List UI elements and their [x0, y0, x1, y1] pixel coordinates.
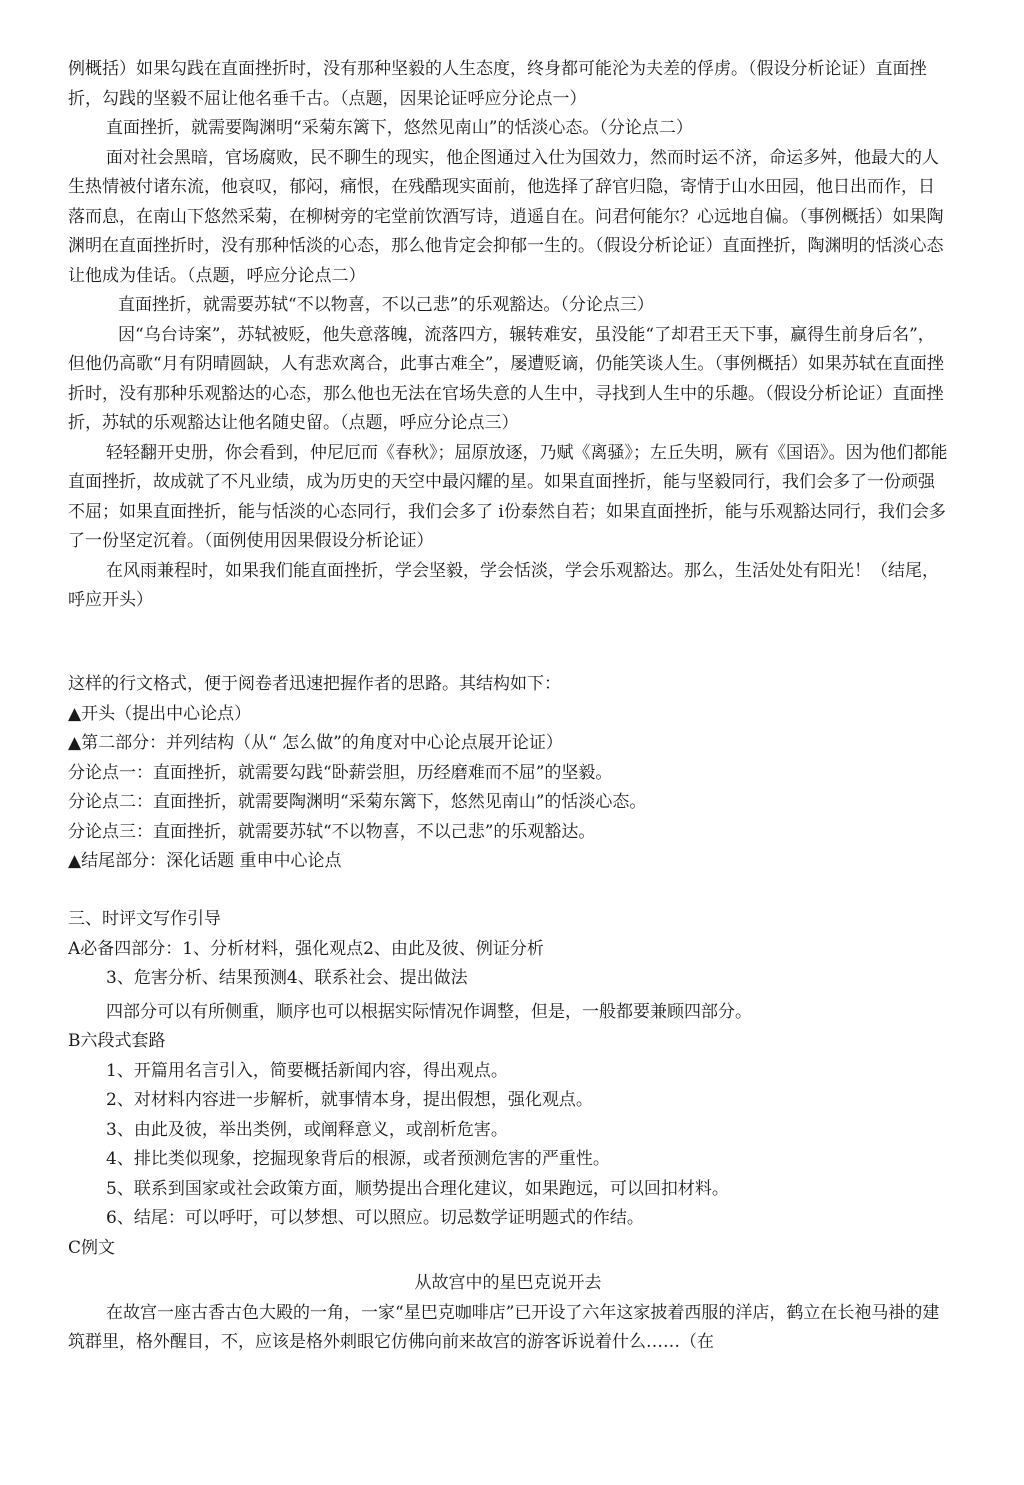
- part-a-line: 3、危害分析、结果预测4、联系社会、提出做法: [106, 968, 468, 988]
- paragraph: 在故宫一座古香古色大殿的一角，一家“星巴克咖啡店”已开设了六年这家披着西服的洋店，鹤立在长袍马褂的建筑群里，格外醒目，不，应该是格外刺眼它仿佛向前来故宫的游客诉说着什么……（在: [68, 1302, 940, 1352]
- structure-line: ▲结尾部分：深化话题 重申中心论点: [68, 851, 342, 871]
- paragraph: 直面挫折，就需要陶渊明“采菊东篱下，悠然见南山”的恬淡心态。（分论点二）: [106, 118, 693, 138]
- part-b-item: 4、排比类似现象，挖掘现象背后的根源，或者预测危害的严重性。: [106, 1149, 610, 1169]
- essay-title: 从故宫中的星巴克说开去: [414, 1273, 602, 1293]
- part-a-line: A必备四部分：1、分析材料，强化观点2、由此及彼、例证分析: [68, 938, 544, 959]
- part-b-item: 3、由此及彼，举出类例，或阐释意义，或剖析危害。: [106, 1119, 508, 1140]
- part-b-item: 1、开篇用名言引入，简要概括新闻内容，得出观点。: [106, 1060, 508, 1081]
- structure-summary: [68, 670, 948, 877]
- structure-line: 分论点三：直面挫折，就需要苏轼“不以物喜，不以己悲”的乐观豁达。: [68, 821, 596, 842]
- part-b-item: 5、联系到国家或社会政策方面，顺势提出合理化建议，如果跑远，可以回扣材料。: [106, 1178, 729, 1199]
- paragraph: 因“乌台诗案”，苏轼被贬，他失意落魄，流落四方，辗转难安，虽没能“了却君王天下事，赢得生前身后名”，但他仍高歌“月有阴晴圆缺，人有悲欢离合，此事古难全”，屡遭贬谪，仍能笑谈人生。（事例概括）如果苏轼在直面挫折时，没有那种乐观豁达的心态，那么他也无法在官场失意的人生中，寻找到人生中的乐趣。（假设分析论证）直面挫折，苏轼的乐观豁达让他名随史留。（点题，呼应分论点三）: [68, 324, 944, 433]
- essay-continuation: [68, 55, 948, 616]
- part-b-heading: B六段式套路: [68, 1031, 166, 1051]
- structure-line: ▲开头（提出中心论点）: [68, 703, 252, 724]
- structure-line: 分论点一：直面挫折，就需要勾践“卧薪尝胆，历经磨难而不屈”的坚毅。: [68, 762, 613, 783]
- paragraph: 面对社会黑暗，官场腐败，民不聊生的现实，他企图通过入仕为国效力，然而时运不济，命运多舛，他最大的人生热情被付诸东流，他哀叹，郁闷，痛恨，在残酷现实面前，他选择了辞官归隐，寄情于山水田园，他日出而作，日落而息，在南山下悠然采菊，在柳树旁的宅堂前饮酒写诗，逍遥自在。问君何能尔？心远地自偏。（事例概括）如果陶渊明在直面挫折时，没有那种恬淡的心态，那么他肯定会抑郁一生的。（假设分析论证）直面挫折，陶渊明的恬淡心态让他成为佳话。（点题，呼应分论点二）: [68, 147, 944, 286]
- paragraph: 在风雨兼程时，如果我们能直面挫折，学会坚毅，学会恬淡，学会乐观豁达。那么，生活处处有阳光！（结尾，呼应开头）: [68, 560, 939, 610]
- structure-intro: 这样的行文格式，便于阅卷者迅速把握作者的思路。其结构如下：: [68, 674, 561, 694]
- part-c-heading: C例文: [68, 1237, 116, 1258]
- structure-line: ▲第二部分：并列结构（从“ 怎么做”的角度对中心论点展开论证）: [68, 733, 563, 753]
- part-b-item: 2、对材料内容进一步解析，就事情本身，提出假想，强化观点。: [106, 1090, 593, 1110]
- section-heading: 三、时评文写作引导: [68, 909, 221, 929]
- part-a-note: 四部分可以有所侧重，顺序也可以根据实际情况作调整，但是，一般都要兼顾四部分。: [106, 1001, 752, 1022]
- commentary-guide: [68, 905, 948, 1358]
- paragraph: 轻轻翻开史册，你会看到，仲尼厄而《春秋》；屈原放逐，乃赋《离骚》；左丘失明，厥有《国语》。因为他们都能直面挫折，故成就了不凡业绩，成为历史的天空中最闪耀的星。如果直面挫折，能与坚毅同行，我们会多了一份顽强不屈；如果直面挫折，能与恬淡的心态同行，我们会多了 i份泰然自若；如果直面挫折，能与乐观豁达同行，我们会多了一份坚定沉着。（面例使用因果假设分析论证）: [68, 442, 948, 551]
- part-b-item: 6、结尾：可以呼吁，可以梦想、可以照应。切忌数学证明题式的作结。: [106, 1208, 644, 1228]
- paragraph: 直面挫折，就需要苏轼“不以物喜，不以己悲”的乐观豁达。（分论点三）: [118, 295, 654, 315]
- structure-line: 分论点二：直面挫折，就需要陶渊明“采菊东篱下，悠然见南山”的恬淡心态。: [68, 792, 647, 812]
- paragraph: 例概括）如果勾践在直面挫折时，没有那种坚毅的人生态度，终身都可能沦为夫差的俘虏。（假设分析论证）直面挫折，勾践的坚毅不屈让他名垂千古。（点题，因果论证呼应分论点一）: [68, 59, 927, 109]
